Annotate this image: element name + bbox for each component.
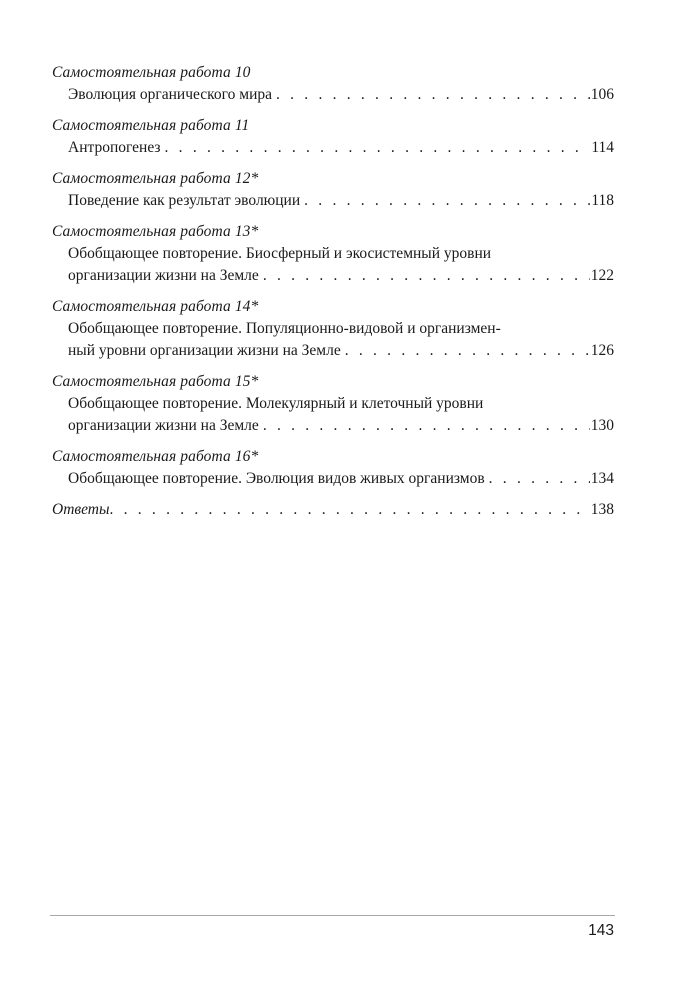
toc-entry-line (68, 137, 614, 159)
toc-entry-line (68, 243, 614, 265)
toc-entry-title-continued: организации жизни на Земле (68, 417, 259, 434)
toc-entry-title: Обобщающее повторение. Молекулярный и клеточный уровни (68, 395, 484, 412)
toc-entry-body (68, 393, 614, 437)
toc-entry-page-number: 118 (591, 192, 614, 209)
toc-entry-title: Антропогенез (68, 139, 161, 156)
toc-entry (52, 168, 614, 212)
toc-entry-body (68, 468, 614, 490)
toc-entry-line (68, 393, 614, 415)
toc-entry-body (68, 137, 614, 159)
toc-entry-line (68, 265, 614, 287)
leader-dots (276, 84, 590, 106)
toc-entry-line (68, 468, 614, 490)
table-of-contents (52, 62, 614, 530)
toc-entry-page-number: 130 (590, 417, 614, 434)
footer-divider (50, 915, 615, 916)
toc-entry-page-number: 126 (590, 342, 614, 359)
toc-entry-title-continued: организации жизни на Земле (68, 267, 259, 284)
toc-entry-line (68, 415, 614, 437)
toc-entry-page-number: 122 (590, 267, 614, 284)
toc-entry-heading: Самостоятельная работа 16* (52, 448, 259, 465)
toc-entry-page-number: 106 (590, 86, 614, 103)
toc-entry-heading: Самостоятельная работа 12* (52, 170, 259, 187)
toc-entry-line (68, 340, 614, 362)
toc-answers-label: Ответы (52, 501, 110, 518)
leader-dots (304, 190, 590, 212)
toc-entry-heading: Самостоятельная работа 10 (52, 64, 251, 81)
toc-entry-title: Обобщающее повторение. Эволюция видов живых организмов (68, 470, 485, 487)
toc-answers-entry (52, 499, 614, 521)
toc-entry-line (68, 318, 614, 340)
leader-dots (109, 499, 589, 521)
toc-entry-page-number: 114 (591, 139, 614, 156)
leader-dots (263, 415, 590, 437)
toc-entry-title-continued: ный уровни организации жизни на Земле (68, 342, 341, 359)
toc-entry-title: Обобщающее повторение. Биосферный и экосистемный уровни (68, 245, 492, 262)
toc-entry-body (68, 84, 614, 106)
toc-entry-body (68, 243, 614, 287)
toc-entry-title: Эволюция органического мира (68, 86, 272, 103)
toc-entry-body (68, 190, 614, 212)
toc-entry (52, 446, 614, 490)
toc-entry (52, 115, 614, 159)
footer-page-number: 143 (588, 922, 614, 939)
toc-entry-page-number: 134 (590, 470, 614, 487)
toc-entry-line (52, 499, 614, 521)
toc-entry (52, 371, 614, 437)
toc-entry-heading: Самостоятельная работа 15* (52, 373, 259, 390)
toc-entry-heading: Самостоятельная работа 13* (52, 223, 259, 240)
toc-entry-line (68, 84, 614, 106)
leader-dots (345, 340, 590, 362)
toc-entry-heading: Самостоятельная работа 11 (52, 117, 250, 134)
toc-entry (52, 296, 614, 362)
toc-entry-title: Обобщающее повторение. Популяционно-видовой и организмен- (68, 320, 501, 337)
leader-dots (165, 137, 591, 159)
toc-entry (52, 62, 614, 106)
toc-entry-title: Поведение как результат эволюции (68, 192, 301, 209)
leader-dots (263, 265, 590, 287)
toc-entry-body (68, 318, 614, 362)
toc-entry (52, 221, 614, 287)
leader-dots (489, 468, 590, 490)
toc-entry-line (68, 190, 614, 212)
toc-answers-page-number: 138 (590, 501, 614, 518)
toc-entry-heading: Самостоятельная работа 14* (52, 298, 259, 315)
